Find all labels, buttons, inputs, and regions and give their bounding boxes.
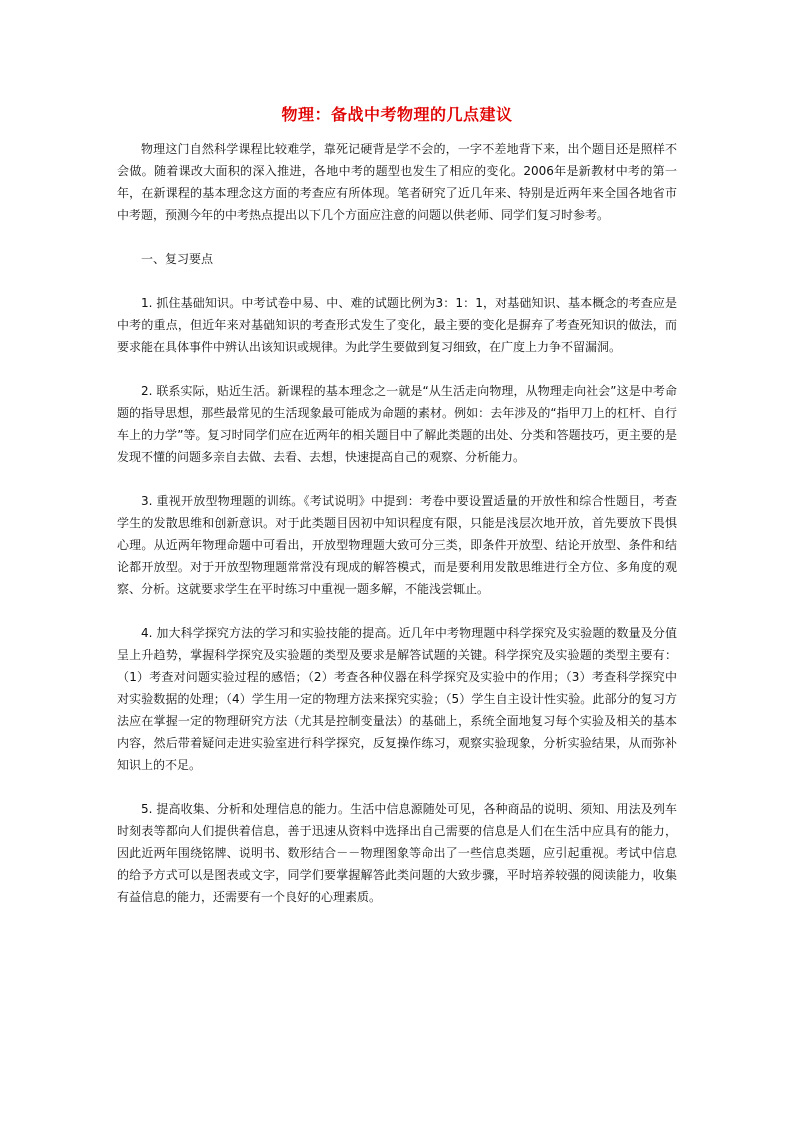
point-paragraph-5: 5. 提高收集、分析和处理信息的能力。生活中信息源随处可见，各种商品的说明、须知、用法及列车时刻表等都向人们提供着信息，善于迅速从资料中选择出自己需要的信息是人们在生活中应具有的能力，因此近两年围绕铭牌、说明书、数形结合－－物理图象等命出了一些信息类题，应引起重视。考试中信息的给予方式可以是图表或文字，同学们要掌握解答此类问题的大致步骤，平时培养较强的阅读能力，收集有益信息的能力，还需要有一个良好的心理素质。 [117,802,677,904]
document-title: 物理：备战中考物理的几点建议 [281,105,513,124]
point-paragraph-1: 1. 抓住基础知识。中考试卷中易、中、难的试题比例为3：1：1，对基础知识、基本概念的考查应是中考的重点，但近年来对基础知识的考查形式发生了变化，最主要的变化是摒弃了考查死知识的做法，而要求能在具体事件中辨认出该知识或规律。为此学生要做到复习细致，在广度上力争不留漏洞。 [117,296,677,354]
document-page [117,104,677,908]
spacer [117,468,677,490]
spacer [117,776,677,798]
point-paragraph-4: 4. 加大科学探究方法的学习和实验技能的提高。近几年中考物理题中科学探究及实验题的数量及分值呈上升趋势，掌握科学探究及实验题的类型及要求是解答试题的关键。科学探究及实验题的类型主要有：（1）考查对问题实验过程的感悟；（2）考查各种仪器在科学探究及实验中的作用；（3）考查科学探究中对实验数据的处理；（4）学生用一定的物理方法来探究实验；（5）学生自主设计性实验。此部分的复习方法应在掌握一定的物理研究方法（尤其是控制变量法）的基础上，系统全面地复习每个实验及相关的基本内容，然后带着疑问走进实验室进行科学探究，反复操作练习，观察实验现象，分析实验结果，从而弥补知识上的不足。 [117,626,677,772]
intro-paragraph: 物理这门自然科学课程比较难学，靠死记硬背是学不会的，一字不差地背下来，出个题目还是照样不会做。随着课改大面积的深入推进，各地中考的题型也发生了相应的变化。2006年是新教材中考的第一年，在新课程的基本理念这方面的考查应有所体现。笔者研究了近几年来、特别是近两年来全国各地省市中考题，预测今年的中考热点提出以下几个方面应注意的问题以供老师、同学们复习时参考。 [117,142,677,222]
section-heading: 一、复习要点 [141,252,214,266]
point-paragraph-3: 3. 重视开放型物理题的训练。《考试说明》中提到：考卷中要设置适量的开放性和综合性题目，考查学生的发散思维和创新意识。对于此类题目因初中知识程度有限，只能是浅层次地开放，首先要放下畏惧心理。从近两年物理命题中可看出，开放型物理题大致可分三类，即条件开放型、结论开放型、条件和结论都开放型。对于开放型物理题常常没有现成的解答模式，而是要利用发散思维进行全方位、多角度的观察、分析。这就要求学生在平时练习中重视一题多解，不能浅尝辄止。 [117,494,677,596]
spacer [117,600,677,622]
spacer [117,226,677,248]
point-paragraph-2: 2. 联系实际，贴近生活。新课程的基本理念之一就是“从生活走向物理，从物理走向社会”这是中考命题的指导思想，那些最常见的生活现象最可能成为命题的素材。例如：去年涉及的“指甲刀上的杠杆、自行车上的力学”等。复习时同学们应在近两年的相关题目中了解此类题的出处、分类和答题技巧，更主要的是发现不懂的问题多亲自去做、去看、去想，快速提高自己的观察、分析能力。 [117,384,677,464]
spacer [117,270,677,292]
spacer [117,358,677,380]
